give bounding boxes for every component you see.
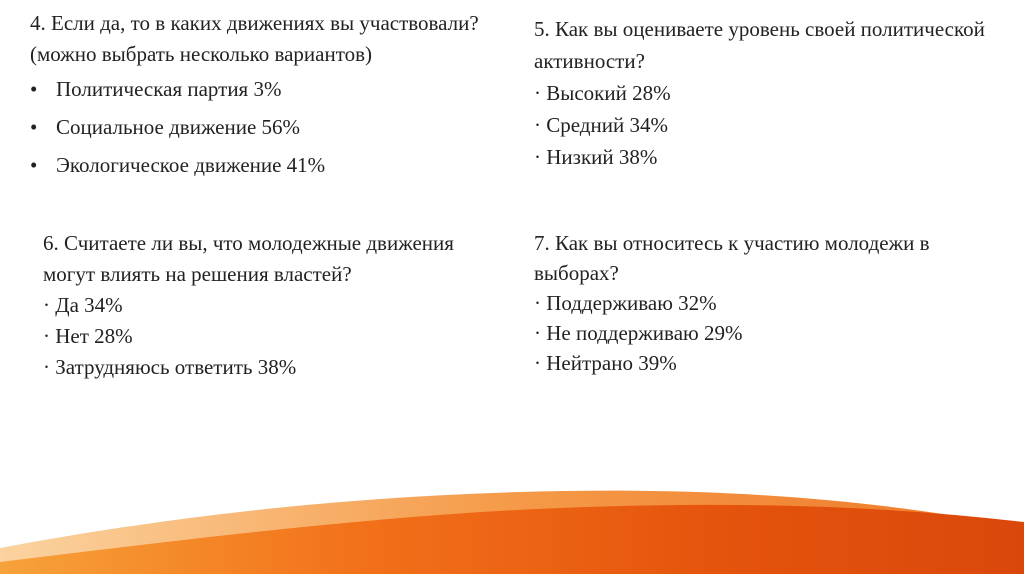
option-item: · Да 34%: [43, 293, 123, 317]
option-item: · Средний 34%: [534, 113, 668, 137]
bullet: •: [30, 153, 38, 177]
list-item-text: Политическая партия 3%: [56, 77, 282, 101]
list-item: [30, 150, 500, 188]
question-5-text: 5. Как вы оцениваете уровень своей политической активности?: [534, 17, 985, 73]
wave-main: [0, 505, 1024, 574]
option-item: · Не поддерживаю 29%: [534, 321, 743, 345]
question-4-block: [30, 8, 500, 188]
list-item: [30, 74, 500, 112]
bullet: •: [30, 77, 38, 101]
question-6-block: [43, 228, 493, 383]
question-4-list: [30, 74, 500, 188]
wave-light: [0, 491, 1024, 574]
option-item: · Нейтрано 39%: [534, 351, 677, 375]
bullet: •: [30, 115, 38, 139]
option-item: · Поддерживаю 32%: [534, 291, 717, 315]
question-4-text: 4. Если да, то в каких движениях вы участвовали? (можно выбрать несколько вариантов): [30, 11, 479, 66]
question-6-text: 6. Считаете ли вы, что молодежные движения могут влиять на решения властей?: [43, 231, 454, 286]
question-7-block: [534, 228, 994, 378]
list-item: [30, 112, 500, 150]
question-5-block: [534, 13, 994, 173]
option-item: · Затрудняюсь ответить 38%: [43, 355, 297, 379]
list-item-text: Социальное движение 56%: [56, 115, 301, 139]
option-item: · Низкий 38%: [534, 145, 658, 169]
option-item: · Нет 28%: [43, 324, 133, 348]
list-item-text: Экологическое движение 41%: [56, 153, 326, 177]
option-item: · Высокий 28%: [534, 81, 671, 105]
question-7-text: 7. Как вы относитесь к участию молодежи в выборах?: [534, 231, 930, 285]
